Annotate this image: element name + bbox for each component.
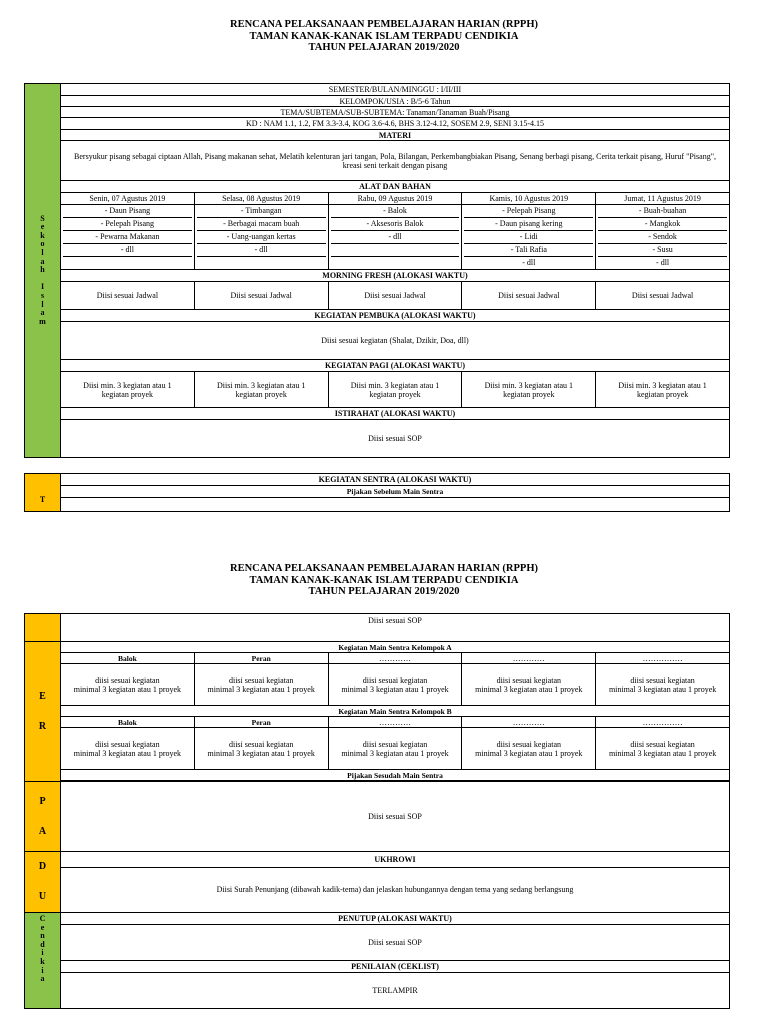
header-year: TAHUN PELAJARAN 2019/2020 — [308, 42, 460, 53]
main-cell-a: diisi sesuai kegiatan minimal 3 kegiatan atau 1 proyek — [462, 664, 596, 706]
day-wed: Rabu, 09 Agustus 2019 — [328, 193, 462, 205]
main-cell-a: diisi sesuai kegiatan minimal 3 kegiatan atau 1 proyek — [61, 664, 195, 706]
day-mon: Senin, 07 Agustus 2019 — [61, 193, 195, 205]
pembuka-title: KEGIATAN PEMBUKA (ALOKASI WAKTU) — [61, 310, 730, 322]
morning-cell: Diisi sesuai Jadwal — [328, 282, 462, 310]
alat-list-fri: - Buah-buahan - Mangkok - Sendok - Susu - dll — [596, 205, 730, 270]
morning-title: MORNING FRESH (ALOKASI WAKTU) — [61, 270, 730, 282]
day-tue: Selasa, 08 Agustus 2019 — [194, 193, 328, 205]
header-year: TAHUN PELAJARAN 2019/2020 — [308, 586, 460, 597]
alat-list-wed: - Balok - Aksesoris Balok - dll — [328, 205, 462, 270]
pijakan-sebelum: Pijakan Sebelum Main Sentra — [61, 486, 730, 498]
pagi-title: KEGIATAN PAGI (ALOKASI WAKTU) — [61, 360, 730, 372]
morning-cell: Diisi sesuai Jadwal — [596, 282, 730, 310]
alat-list-tue: - Timbangan - Berbagai macam buah - Uang-uangan kertas - dll — [194, 205, 328, 270]
penutup-title: PENUTUP (ALOKASI WAKTU) — [61, 913, 730, 925]
col-blank: ………… — [462, 717, 596, 728]
header-school: TAMAN KANAK-KANAK ISLAM TERPADU CENDIKIA — [249, 574, 519, 586]
header-school: TAMAN KANAK-KANAK ISLAM TERPADU CENDIKIA — [249, 30, 519, 42]
istirahat-text: Diisi sesuai SOP — [61, 420, 730, 458]
side-label-du: D U — [25, 852, 61, 913]
pembuka-text: Diisi sesuai kegiatan (Shalat, Dzikir, Doa, dll) — [61, 322, 730, 360]
col-balok: Balok — [61, 717, 195, 728]
rpph-table-page2 — [24, 613, 730, 1009]
pijakan-sesudah: Pijakan Sesudah Main Sentra — [61, 770, 730, 781]
rpph-table-page1-bottom — [24, 473, 730, 512]
pagi-cell: Diisi min. 3 kegiatan atau 1 kegiatan proyek — [328, 372, 462, 408]
kd-row: KD : NAM 1.1, 1.2, FM 3.3-3.4, KOG 3.6-4.6, BHS 3.12-4.12, SOSEM 2.9, SENI 3.15-4.15 — [61, 118, 730, 130]
pagi-cell: Diisi min. 3 kegiatan atau 1 kegiatan proyek — [194, 372, 328, 408]
side-label-cendikia: C e n d i k i a — [25, 913, 61, 1009]
side-label-blank — [25, 614, 61, 642]
penutup-text: Diisi sesuai SOP — [61, 925, 730, 961]
col-peran: Peran — [194, 717, 328, 728]
pijakan-sebelum-body — [61, 498, 730, 512]
sop-mid: Diisi sesuai SOP — [61, 782, 730, 852]
alat-list-mon: - Daun Pisang - Pelepah Pisang - Pewarna Makanan - dll — [61, 205, 195, 270]
istirahat-title: ISTIRAHAT (ALOKASI WAKTU) — [61, 408, 730, 420]
col-blank: …………… — [596, 717, 730, 728]
morning-cell: Diisi sesuai Jadwal — [61, 282, 195, 310]
page2-header — [0, 563, 768, 598]
ukhrowi-text: Diisi Surah Penunjang (dibawah kadik-tema) dan jelaskan hubungannya dengan tema yang sedang berlangsung — [61, 867, 730, 912]
kelompok-b-title: Kegiatan Main Sentra Kelompok B — [61, 706, 730, 717]
side-label-er: E R — [25, 642, 61, 782]
rpph-table-page1 — [24, 83, 730, 458]
day-fri: Jumat, 11 Agustus 2019 — [596, 193, 730, 205]
main-cell-b: diisi sesuai kegiatan minimal 3 kegiatan atau 1 proyek — [61, 728, 195, 770]
side-label-pa: P A — [25, 782, 61, 852]
day-thu: Kamis, 10 Agustus 2019 — [462, 193, 596, 205]
col-blank: ………… — [328, 653, 462, 664]
main-cell-b: diisi sesuai kegiatan minimal 3 kegiatan atau 1 proyek — [462, 728, 596, 770]
kelompok-row: KELOMPOK/USIA : B/5-6 Tahun — [61, 96, 730, 107]
penilaian-title: PENILAIAN (CEKLIST) — [61, 961, 730, 973]
header-title: RENCANA PELAKSANAAN PEMBELAJARAN HARIAN (RPPH) — [229, 563, 538, 574]
pagi-cell: Diisi min. 3 kegiatan atau 1 kegiatan proyek — [596, 372, 730, 408]
main-cell-a: diisi sesuai kegiatan minimal 3 kegiatan atau 1 proyek — [328, 664, 462, 706]
pagi-cell: Diisi min. 3 kegiatan atau 1 kegiatan proyek — [462, 372, 596, 408]
morning-cell: Diisi sesuai Jadwal — [462, 282, 596, 310]
main-cell-a: diisi sesuai kegiatan minimal 3 kegiatan atau 1 proyek — [194, 664, 328, 706]
main-cell-b: diisi sesuai kegiatan minimal 3 kegiatan atau 1 proyek — [596, 728, 730, 770]
col-blank: ………… — [462, 653, 596, 664]
alat-list-thu: - Pelepah Pisang - Daun pisang kering - Lidi - Tali Rafia - dll — [462, 205, 596, 270]
penilaian-text: TERLAMPIR — [61, 973, 730, 1009]
main-cell-b: diisi sesuai kegiatan minimal 3 kegiatan atau 1 proyek — [328, 728, 462, 770]
side-label-sekolah-islam: S e k o l a h I s l a m — [25, 84, 61, 458]
alat-title: ALAT DAN BAHAN — [61, 181, 730, 193]
semester-row: SEMESTER/BULAN/MINGGU : I/II/III — [61, 84, 730, 96]
tema-row: TEMA/SUBTEMA/SUB-SUBTEMA: Tanaman/Tanaman Buah/Pisang — [61, 107, 730, 118]
col-blank: ………… — [328, 717, 462, 728]
sop-top: Diisi sesuai SOP — [61, 614, 730, 642]
materi-title: MATERI — [61, 130, 730, 141]
main-cell-b: diisi sesuai kegiatan minimal 3 kegiatan atau 1 proyek — [194, 728, 328, 770]
page1-header — [0, 19, 768, 54]
ukhrowi-title: UKHROWI — [61, 852, 730, 868]
kelompok-a-title: Kegiatan Main Sentra Kelompok A — [61, 642, 730, 653]
header-title: RENCANA PELAKSANAAN PEMBELAJARAN HARIAN (RPPH) — [229, 19, 538, 30]
side-label-t: T — [25, 474, 61, 512]
col-balok: Balok — [61, 653, 195, 664]
morning-cell: Diisi sesuai Jadwal — [194, 282, 328, 310]
materi-text: Bersyukur pisang sebagai ciptaan Allah, Pisang makanan sehat, Melatih kelenturan jari tangan, Pola, Bilangan, Perkembangbiakan Pisang, Senang berbagi pisang, Cerita terkait pisang, Huruf "Pisang", kreasi seni terkait dengan pisang — [61, 141, 730, 181]
main-cell-a: diisi sesuai kegiatan minimal 3 kegiatan atau 1 proyek — [596, 664, 730, 706]
col-peran: Peran — [194, 653, 328, 664]
pagi-cell: Diisi min. 3 kegiatan atau 1 kegiatan proyek — [61, 372, 195, 408]
sentra-title: KEGIATAN SENTRA (ALOKASI WAKTU) — [61, 474, 730, 486]
col-blank: …………… — [596, 653, 730, 664]
